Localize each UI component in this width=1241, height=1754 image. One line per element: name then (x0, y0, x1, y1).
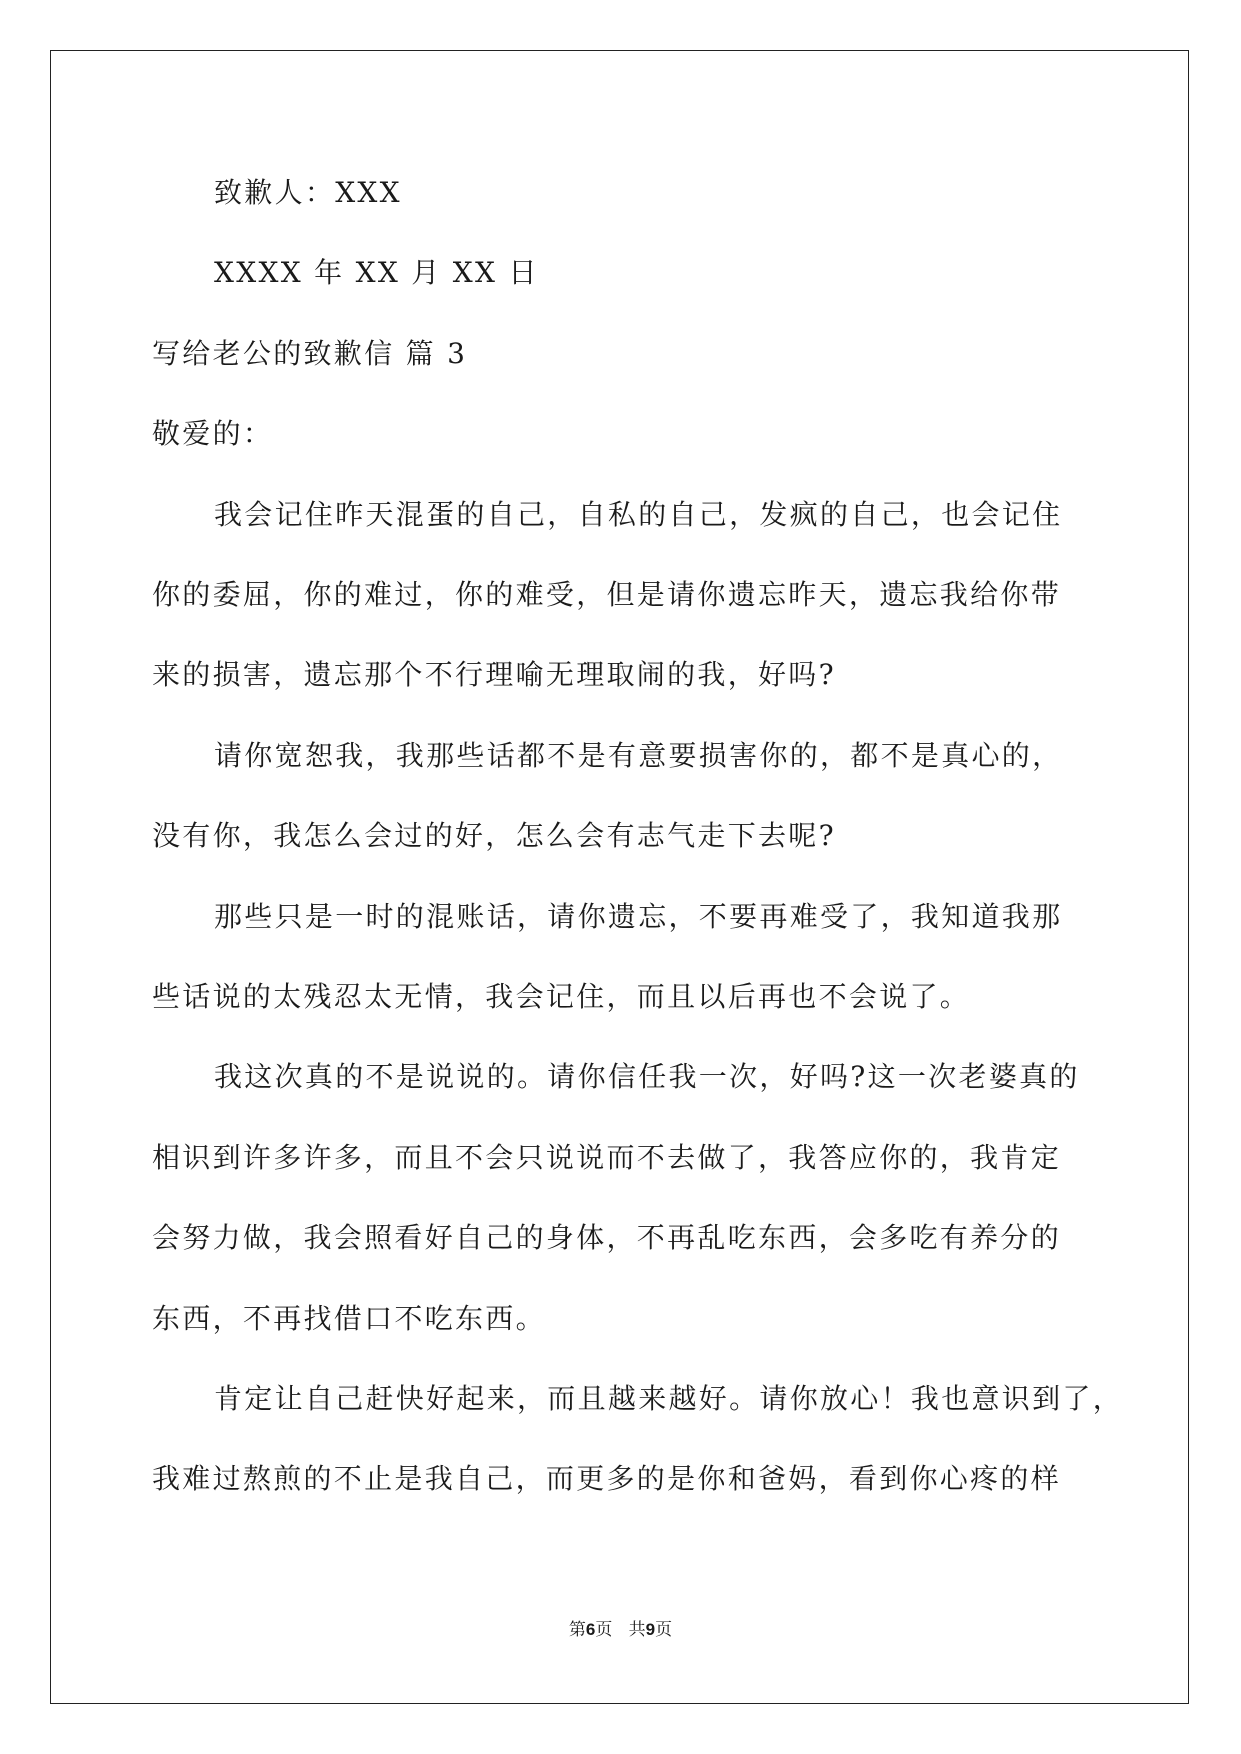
salutation: 敬爱的： (152, 417, 274, 450)
paragraph-3-line-1: 那些只是一时的混账话，请你遗忘，不要再难受了，我知道我那 (214, 900, 1063, 933)
paragraph-1-line-3: 来的损害，遗忘那个不行理喻无理取闹的我，好吗? (152, 658, 836, 691)
paragraph-2-line-2: 没有你，我怎么会过的好，怎么会有志气走下去呢? (152, 819, 836, 852)
paragraph-3-line-2: 些话说的太残忍太无情，我会记住，而且以后再也不会说了。 (152, 980, 971, 1013)
signature-line: 致歉人：XXX (214, 176, 402, 209)
paragraph-4-line-3: 会努力做，我会照看好自己的身体，不再乱吃东西，会多吃有养分的 (152, 1221, 1062, 1254)
footer-page-number: 6 (585, 1620, 596, 1639)
paragraph-5-line-2: 我难过熬煎的不止是我自己，而更多的是你和爸妈，看到你心疼的样 (152, 1462, 1062, 1495)
date-line: XXXX 年 XX 月 XX 日 (214, 256, 539, 289)
paragraph-2-line-1: 请你宽恕我，我那些话都不是有意要损害你的，都不是真心的， (214, 739, 1063, 772)
section-heading: 写给老公的致歉信 篇 3 (152, 337, 468, 370)
footer-prefix: 第 (568, 1620, 586, 1640)
footer-total-pages: 9 (645, 1620, 656, 1639)
footer-middle: 页 共 (595, 1620, 646, 1640)
page-border (50, 50, 1189, 1704)
paragraph-4-line-4: 东西，不再找借口不吃东西。 (152, 1302, 546, 1335)
paragraph-4-line-1: 我这次真的不是说说的。请你信任我一次，好吗?这一次老婆真的 (214, 1060, 1080, 1093)
paragraph-5-line-1: 肯定让自己赶快好起来，而且越来越好。请你放心！我也意识到了， (214, 1382, 1124, 1415)
page-footer (0, 1618, 1241, 1642)
paragraph-1-line-2: 你的委屈，你的难过，你的难受，但是请你遗忘昨天，遗忘我给你带 (152, 578, 1062, 611)
footer-suffix: 页 (655, 1620, 673, 1640)
paragraph-4-line-2: 相识到许多许多，而且不会只说说而不去做了，我答应你的，我肯定 (152, 1141, 1062, 1174)
paragraph-1-line-1: 我会记住昨天混蛋的自己，自私的自己，发疯的自己，也会记住 (214, 498, 1063, 531)
